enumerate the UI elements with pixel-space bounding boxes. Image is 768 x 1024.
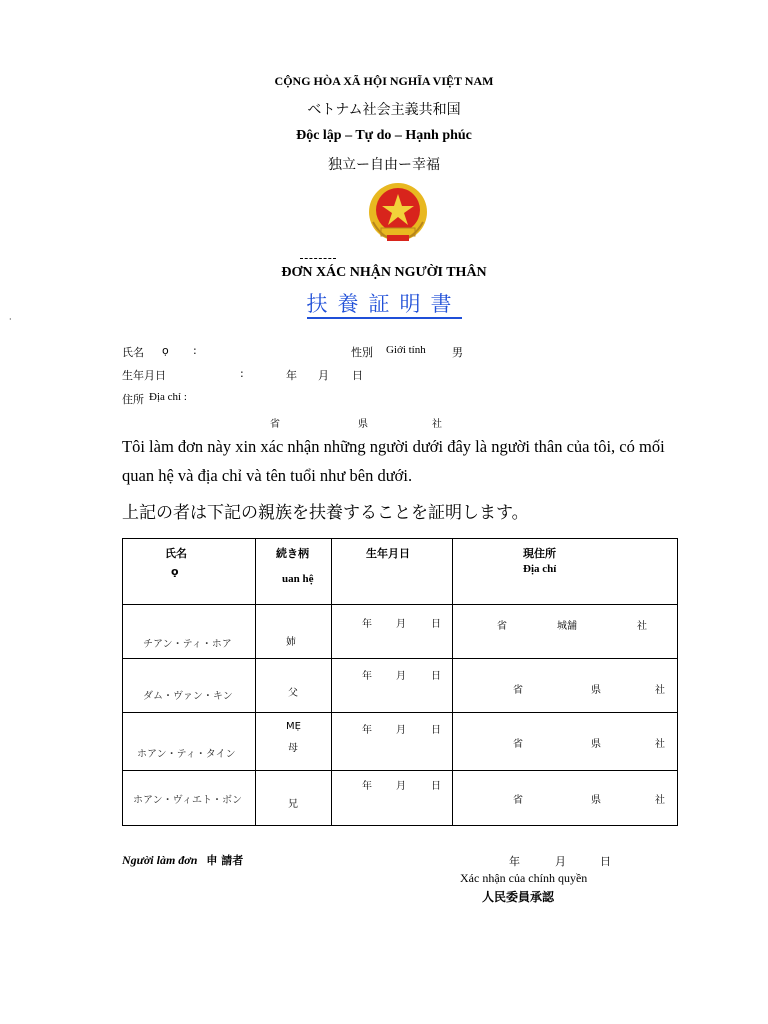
row-day: 日 (431, 671, 441, 682)
header-address-cell (453, 539, 678, 605)
table-row (123, 771, 678, 826)
row-address-1: 省 (513, 795, 523, 806)
name-label-vn: ọ (162, 344, 169, 357)
footer-month: 月 (555, 855, 566, 868)
row-year: 年 (362, 725, 372, 736)
gender-label: 性別 (351, 346, 373, 359)
header-line-4: 独立ー自由ー幸福 (328, 157, 440, 173)
gender-value: 男 (452, 346, 463, 359)
row-year: 年 (362, 781, 372, 792)
gender-label-vn: Giới tính (386, 344, 426, 356)
address-label-vn: Địa chỉ : (149, 391, 187, 403)
row-month: 月 (396, 725, 406, 736)
header-line-3: Độc lập – Tự do – Hạnh phúc (296, 128, 472, 143)
relative-relation: 姉 (286, 637, 296, 648)
row-day: 日 (431, 725, 441, 736)
name-colon: : (193, 344, 197, 357)
relative-name: チアン・ティ・ホア (143, 639, 232, 650)
header-name-cell (123, 539, 256, 605)
header-name-jp: 氏名 (165, 547, 187, 560)
applicant-label-vn: Người làm đơn (122, 853, 198, 867)
relative-relation: 父 (288, 688, 298, 699)
row-year: 年 (362, 619, 372, 630)
header-relation-vn: uan hệ (282, 573, 314, 585)
relative-relation-vn: MẸ (286, 721, 301, 732)
footer-year: 年 (509, 855, 520, 868)
dob-label: 生年月日 (122, 369, 166, 382)
row-year: 年 (362, 671, 372, 682)
relative-name: ホアン・ティ・タイン (137, 749, 236, 760)
declaration-vietnamese: Tôi làm đơn này xin xác nhận những người dưới đây là người thân của tôi, có mối quan hệ và địa chỉ và tên tuổi như bên dưới. (122, 437, 665, 485)
row-address-1: 省 (497, 621, 507, 632)
table-row (123, 659, 678, 713)
dob-year: 年 (286, 369, 297, 382)
row-address-3: 社 (655, 685, 665, 696)
row-month: 月 (396, 671, 406, 682)
header-name-vn: ọ (171, 565, 179, 578)
national-emblem-icon (363, 182, 433, 246)
title-japanese-text: 扶養証明書 (307, 292, 462, 319)
footer-day: 日 (600, 855, 611, 868)
row-address-1: 省 (513, 685, 523, 696)
row-month: 月 (396, 619, 406, 630)
header-relation-jp: 続き柄 (276, 547, 309, 560)
stray-dot: · (9, 315, 12, 324)
row-address-3: 社 (655, 739, 665, 750)
relative-relation: 母 (288, 743, 298, 754)
header-line-2: ベトナム社会主義共和国 (307, 102, 461, 118)
table-row (123, 713, 678, 771)
header-address-vn: Địa chỉ (523, 563, 557, 575)
address-commune: 社 (432, 419, 442, 430)
row-month: 月 (396, 781, 406, 792)
dob-month: 月 (318, 369, 329, 382)
authority-confirmation-jp: 人民委員承認 (482, 890, 555, 904)
dob-day: 日 (352, 369, 363, 382)
address-province: 省 (270, 419, 280, 430)
header-dob-cell (332, 539, 453, 605)
row-address-3: 社 (637, 621, 647, 632)
relative-name: ホアン・ヴィエト・ボン (133, 795, 242, 806)
row-address-2: 県 (591, 685, 601, 696)
table-header-row (123, 539, 678, 605)
header-address-jp: 現住所 (523, 547, 556, 560)
row-day: 日 (431, 619, 441, 630)
relatives-table (122, 538, 678, 826)
applicant-label-jp: 申 請者 (206, 854, 244, 867)
title-vietnamese: ĐƠN XÁC NHẬN NGƯỜI THÂN (281, 265, 487, 280)
name-label: 氏名 (122, 346, 144, 359)
row-address-1: 省 (513, 739, 523, 750)
row-address-2: 城舗 (557, 621, 577, 632)
header-relation-cell (256, 539, 332, 605)
row-day: 日 (431, 781, 441, 792)
relative-relation: 兄 (288, 799, 298, 810)
table-row (123, 605, 678, 659)
header-dob: 生年月日 (366, 547, 410, 560)
declaration-japanese: 上記の者は下記の親族を扶養することを証明します。 (122, 503, 529, 523)
address-prefecture: 県 (358, 419, 368, 430)
header-line-1: CỘNG HÒA XÃ HỘI NGHĨA VIỆT NAM (274, 74, 494, 88)
relative-name: ダム・ヴァン・キン (143, 691, 233, 702)
title-japanese (0, 288, 768, 318)
authority-confirmation-vn: Xác nhận của chính quyền (460, 871, 588, 885)
row-address-2: 県 (591, 739, 601, 750)
row-address-2: 県 (591, 795, 601, 806)
applicant-signature-label (122, 852, 243, 868)
title-mark (300, 258, 336, 259)
address-label: 住所 (122, 393, 144, 406)
row-address-3: 社 (655, 795, 665, 806)
dob-colon: : (240, 367, 244, 380)
